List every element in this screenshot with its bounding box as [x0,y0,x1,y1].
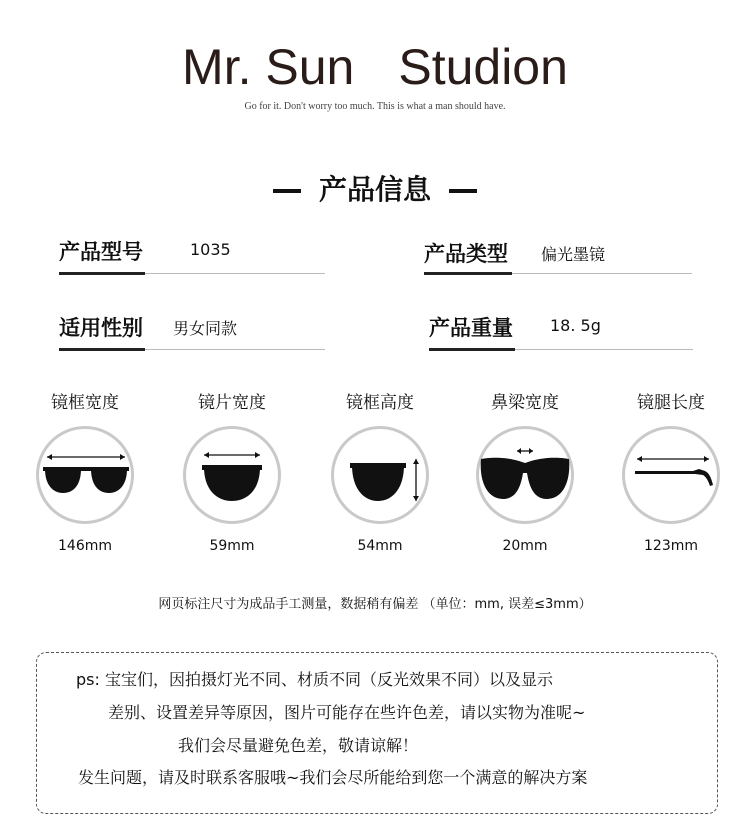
dimension-value: 20mm [502,538,548,554]
dimension-label: 镜腿长度 [637,393,705,413]
brand-name-left: Mr. Sun [182,39,355,95]
dimension-value: 54mm [357,538,403,554]
dimension-label: 镜片宽度 [198,393,266,413]
notice-line-2: 差别、设置差异等原因，图片可能存在些许色差，请以实物为准呢~ [108,703,586,722]
spec-gender-label: 适用性别 [59,316,143,340]
spec-weight-underline-accent [429,348,515,351]
section-title [0,168,750,208]
section-title-text: 产品信息 [318,173,431,206]
dimension-value: 123mm [644,538,698,554]
spec-model-label: 产品型号 [59,240,143,264]
frame-height-icon [331,426,429,524]
measurement-note: 网页标注尺寸为成品手工测量，数据稍有偏差 （单位：mm, 误差≤3mm） [158,597,592,612]
spec-model [59,236,327,276]
spec-weight-value: 18. 5g [550,316,601,335]
temple-length-icon [622,426,720,524]
dimension-bridge-width [470,388,580,554]
spec-weight-label: 产品重量 [429,316,513,340]
dimension-label: 镜框高度 [346,393,414,413]
frame-width-icon [36,426,134,524]
brand-title [0,38,750,96]
spec-model-value: 1035 [190,240,231,259]
bridge-width-icon [476,426,574,524]
notice-line-4: 发生问题，请及时联系客服哦~我们会尽所能给到您一个满意的解决方案 [78,768,588,787]
notice-line-3: 我们会尽量避免色差，敬请谅解！ [178,736,419,755]
spec-gender-value: 男女同款 [173,319,238,338]
spec-type-value: 偏光墨镜 [541,245,606,264]
dimension-frame-height [325,388,435,554]
spec-type-underline-accent [424,272,512,275]
spec-gender [59,312,327,352]
dimension-label: 鼻梁宽度 [491,393,559,413]
spec-gender-underline-accent [59,348,145,351]
dimension-temple-length [616,388,726,554]
dimension-value: 146mm [58,538,112,554]
title-dash-left [273,189,301,193]
dimension-label: 镜框宽度 [51,393,119,413]
spec-type [424,238,694,278]
dimension-value: 59mm [209,538,255,554]
notice-line-1: ps: 宝宝们，因拍摄灯光不同、材质不同（反光效果不同）以及显示 [76,670,553,689]
dimension-frame-width [30,388,140,554]
lens-width-icon [183,426,281,524]
spec-model-underline-accent [59,272,145,275]
brand-tagline: Go for it. Don't worry too much. This is what a man should have. [244,101,506,112]
dimension-lens-width [177,388,287,554]
title-dash-right [449,189,477,193]
spec-weight [429,312,695,352]
brand-name-right: Studion [398,39,568,95]
spec-type-label: 产品类型 [424,242,508,266]
